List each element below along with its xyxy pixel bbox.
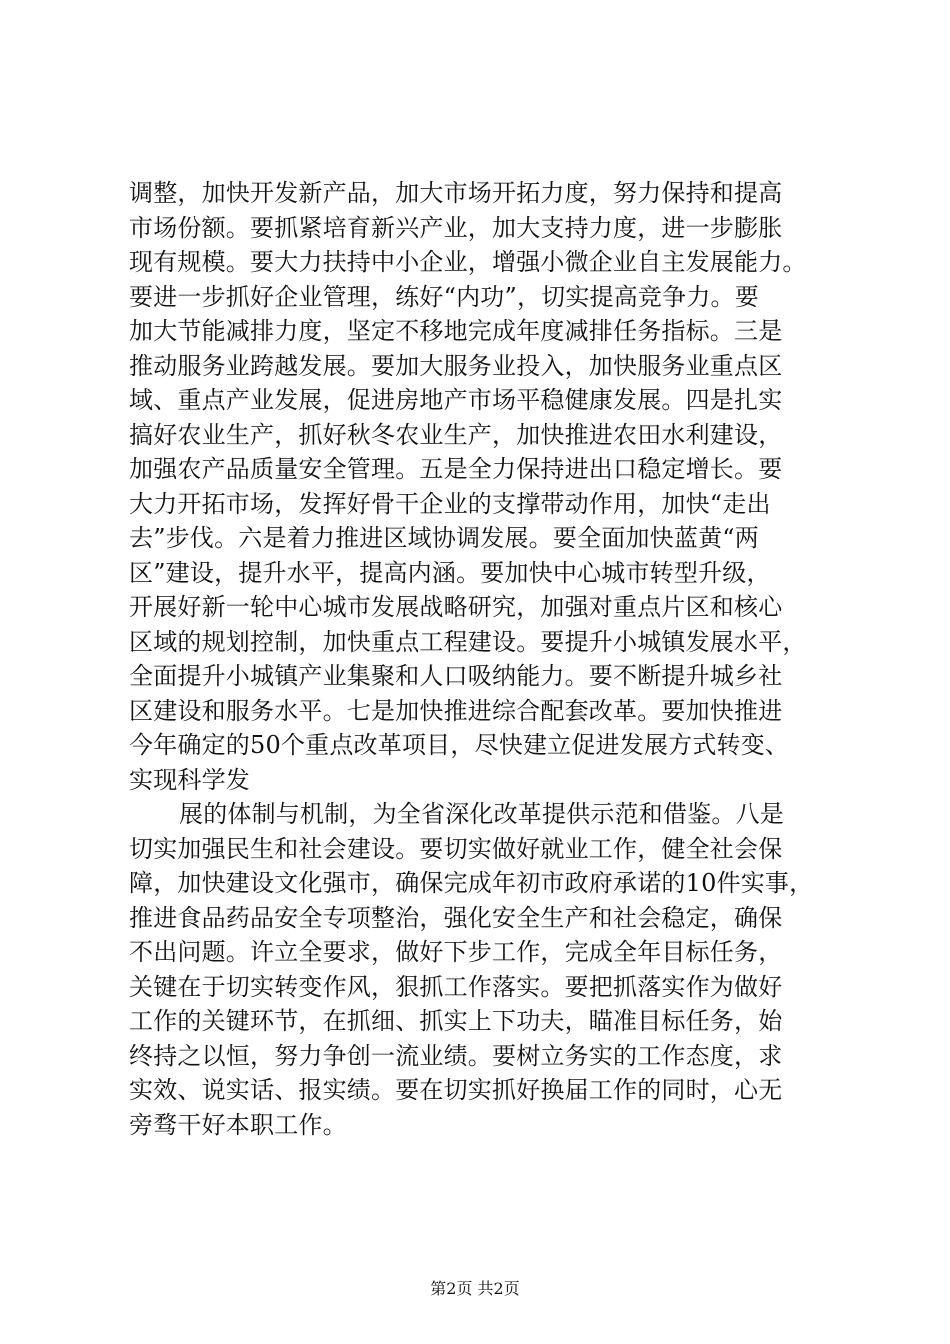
text-line: 实现科学发 — [129, 765, 250, 794]
text-line: 终持之以恒，努力争创一流业绩。要树立务实的工作态度，求 — [129, 1041, 783, 1070]
body-text — [129, 176, 829, 1142]
text-line: 旁骛干好本职工作。 — [129, 1110, 347, 1139]
text-line: 搞好农业生产，抓好秋冬农业生产，加快推进农田水利建设， — [129, 420, 783, 449]
text-line: 不出问题。许立全要求，做好下步工作，完成全年目标任务， — [129, 938, 783, 966]
text-line: 推进食品药品安全专项整治，强化安全生产和社会稳定，确保 — [129, 903, 783, 932]
text-line: 切实加强民生和社会建设。要切实做好就业工作，健全社会保 — [129, 834, 783, 863]
text-line: 实效、说实话、报实绩。要在切实抓好换届工作的同时，心无 — [129, 1076, 783, 1104]
text-line: 关键在于切实转变作风，狠抓工作落实。要把抓落实作为做好 — [129, 972, 783, 1001]
text-line: 加强农产品质量安全管理。五是全力保持进出口稳定增长。要 — [129, 455, 783, 483]
text-line: 域、重点产业发展，促进房地产市场平稳健康发展。四是扎实 — [129, 386, 783, 414]
text-line: 今年确定的50个重点改革项目，尽快建立促进发展方式转变、 — [129, 731, 790, 759]
text-line: 加大节能减排力度，坚定不移地完成年度减排任务指标。三是 — [129, 317, 783, 345]
text-line: 区”建设，提升水平，提高内涵。要加快中心城市转型升级， — [129, 558, 771, 587]
text-line: 要进一步抓好企业管理，练好“内功”，切实提高竞争力。要 — [129, 282, 759, 311]
text-line: 大力开拓市场，发挥好骨干企业的支撑带动作用，加快“走出 — [129, 489, 771, 518]
text-line: 区域的规划控制，加快重点工程建设。要提升小城镇发展水平， — [129, 627, 807, 656]
paragraph-start-line: 展的体制与机制，为全省深化改革提供示范和借鉴。八是 — [179, 800, 784, 828]
text-line: 区建设和服务水平。七是加快推进综合配套改革。要加快推进 — [129, 696, 783, 725]
text-line: 调整，加快开发新产品，加大市场开拓力度，努力保持和提高 — [129, 179, 783, 207]
text-line: 全面提升小城镇产业集聚和人口吸纳能力。要不断提升城乡社 — [129, 662, 783, 690]
text-line: 市场份额。要抓紧培育新兴产业，加大支持力度，进一步膨胀 — [129, 213, 783, 242]
text-line: 障，加快建设文化强市，确保完成年初市政府承诺的10件实事， — [129, 869, 814, 897]
text-line: 推动服务业跨越发展。要加大服务业投入，加快服务业重点区 — [129, 351, 783, 380]
text-line: 开展好新一轮中心城市发展战略研究，加强对重点片区和核心 — [129, 593, 783, 621]
text-line: 工作的关键环节，在抓细、抓实上下功夫，瞄准目标任务，始 — [129, 1007, 783, 1035]
page-number-label: 第2页 共2页 — [430, 1279, 520, 1298]
page-footer — [0, 1276, 950, 1299]
text-line: 现有规模。要大力扶持中小企业，增强小微企业自主发展能力。 — [129, 248, 807, 276]
text-line: 去”步伐。六是着力推进区域协调发展。要全面加快蓝黄“两 — [129, 524, 759, 552]
